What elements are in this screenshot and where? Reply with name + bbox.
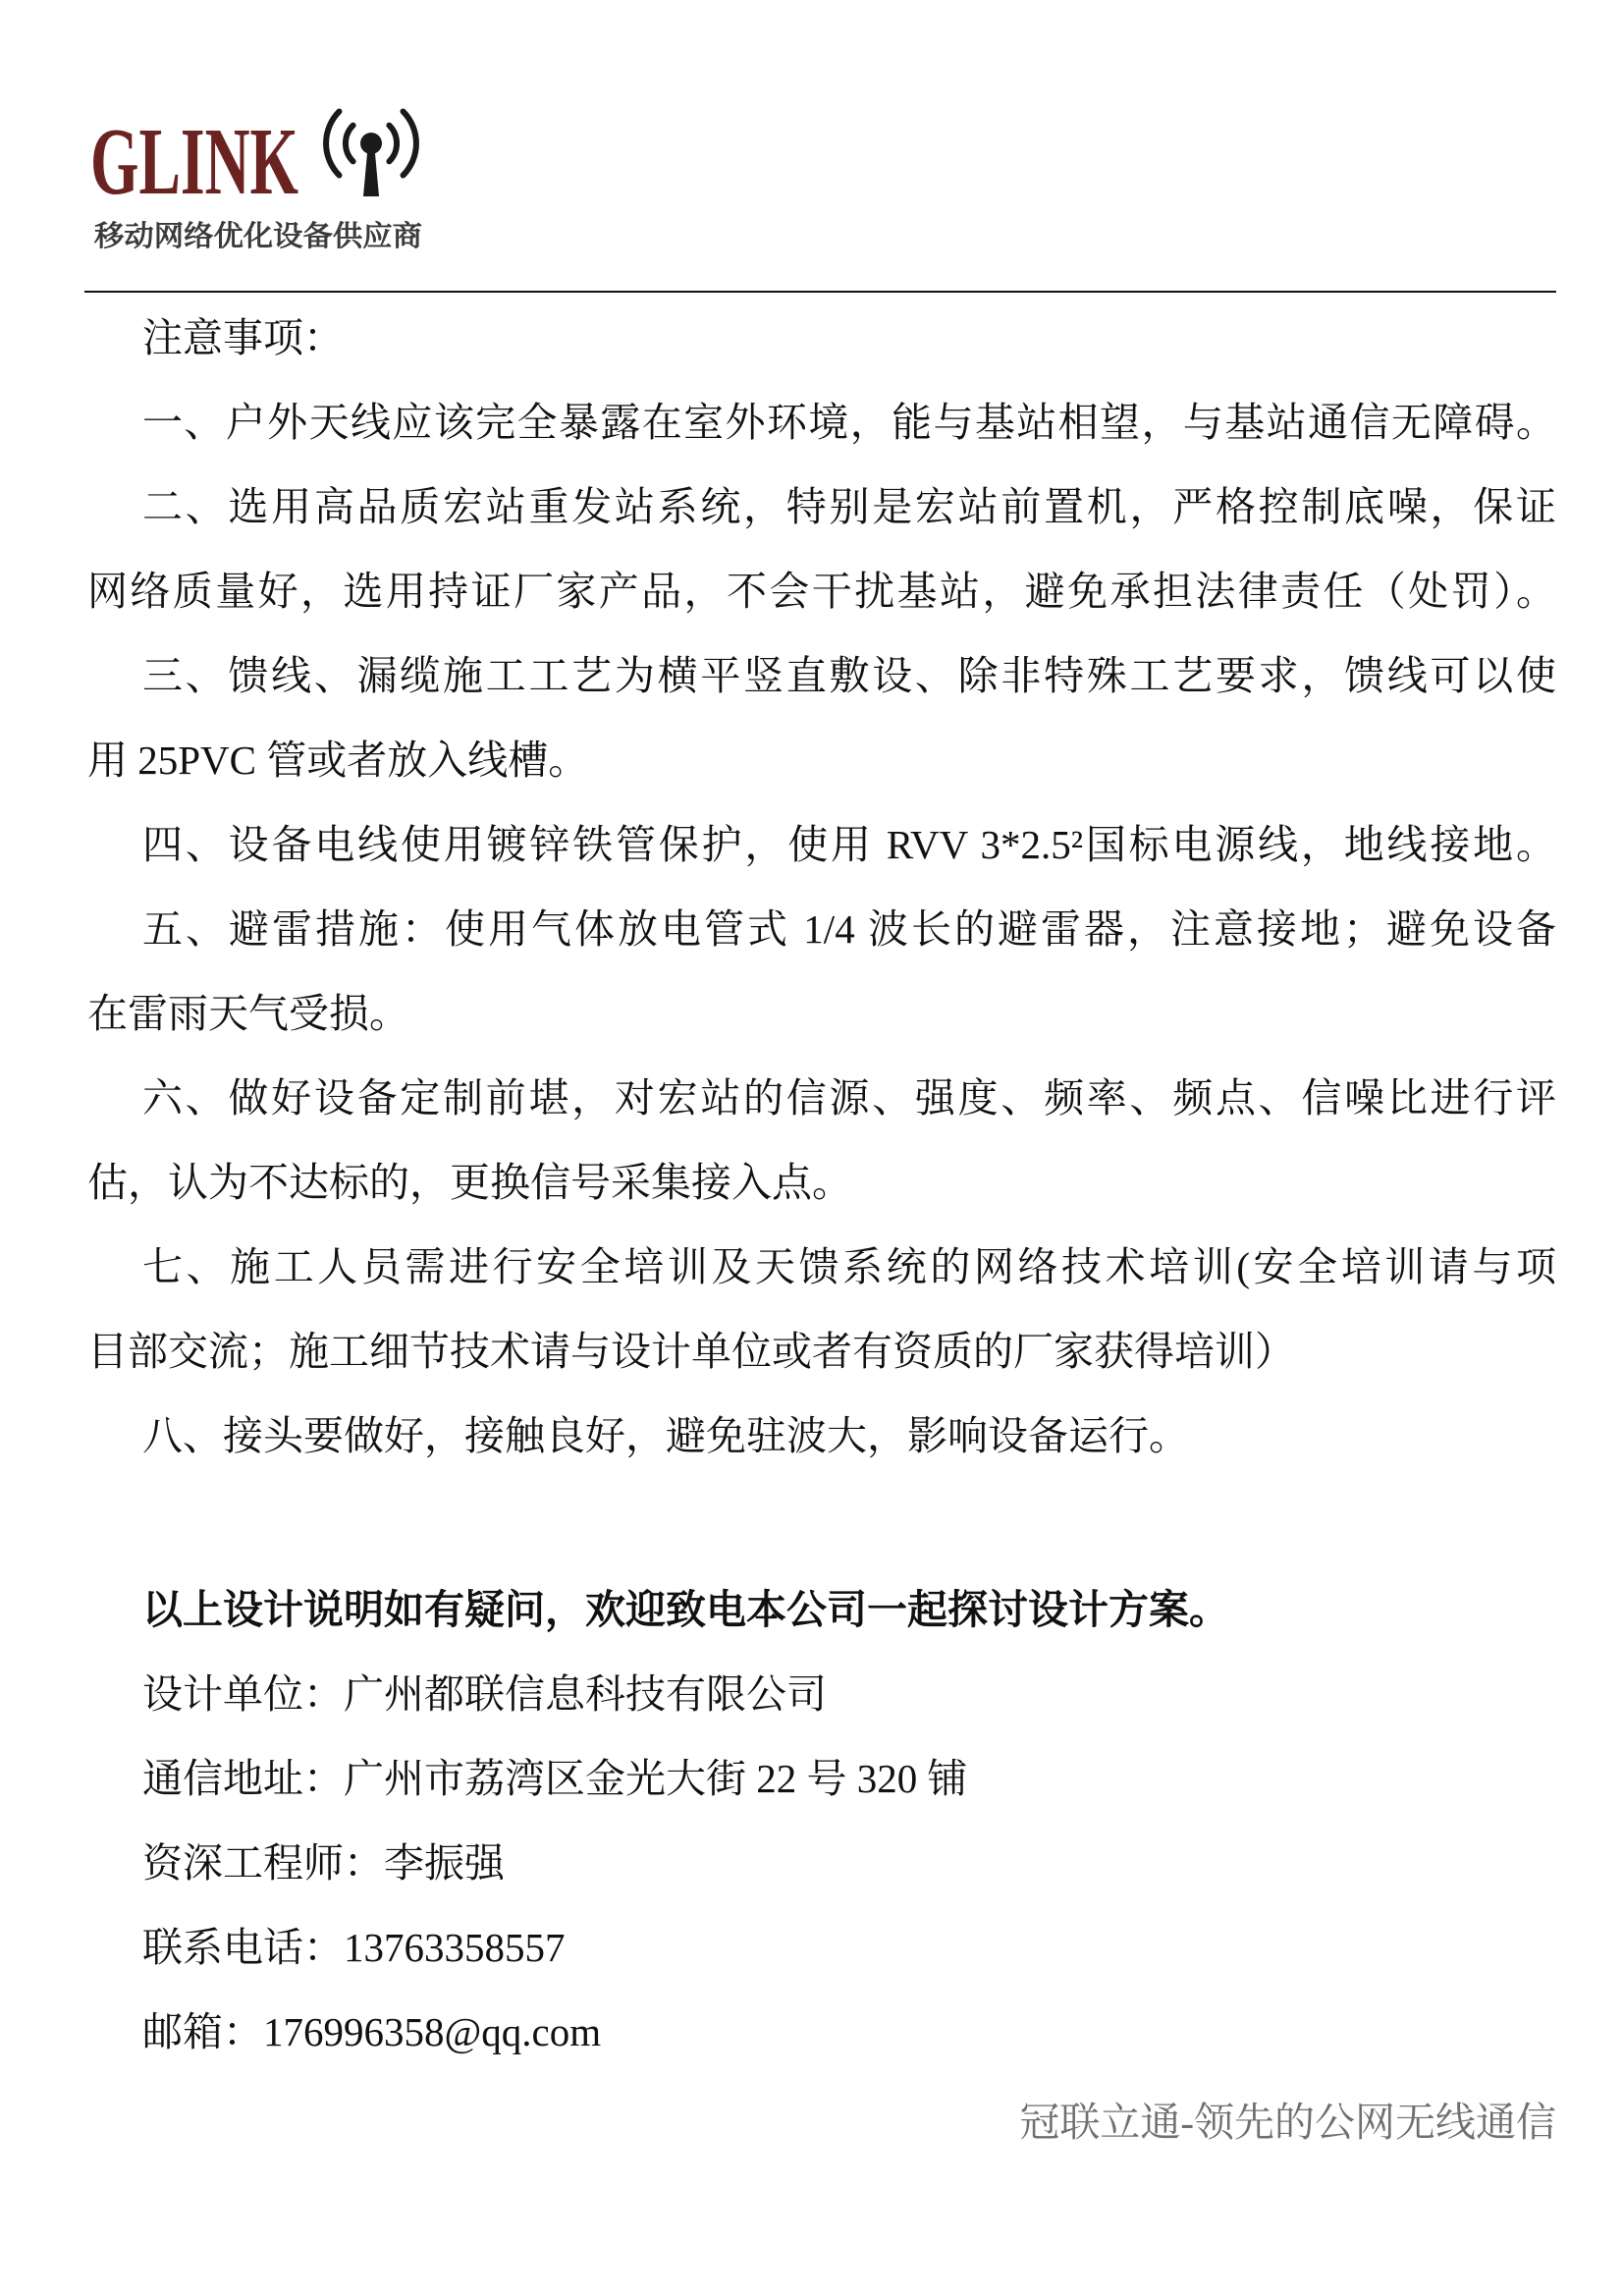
contact-label: 通信地址： — [142, 1756, 344, 1801]
note-item-7-line: 七、施工人员需进行安全培训及天馈系统的网络技术培训(安全培训请与项 — [142, 1244, 1556, 1289]
note-item-5-line: 五、避雷措施：使用气体放电管式 1/4 波长的避雷器，注意接地；避免设备 — [142, 906, 1556, 952]
antenna-signal-icon — [326, 112, 416, 197]
contact-section — [87, 1567, 1556, 2074]
contact-label: 资深工程师： — [142, 1840, 384, 1886]
note-item-6-line: 六、做好设备定制前堪，对宏站的信源、强度、频率、频点、信噪比进行评 — [142, 1075, 1556, 1121]
note-item-5-line: 在雷雨天气受损。 — [87, 991, 409, 1036]
note-item-4-line: 四、设备电线使用镀锌铁管保护，使用 RVV 3*2.5²国标电源线，地线接地。 — [142, 822, 1556, 867]
footer-slogan: 冠联立通-领先的公网无线通信 — [1019, 2100, 1556, 2145]
contact-label: 联系电话： — [142, 1925, 344, 1970]
contact-label: 邮箱： — [142, 2009, 263, 2054]
contact-intro: 以上设计说明如有疑问，欢迎致电本公司一起探讨设计方案。 — [142, 1587, 1229, 1632]
note-item-6-line: 估，认为不达标的，更换信号采集接入点。 — [87, 1160, 852, 1205]
contact-row-engineer — [87, 1821, 1556, 1905]
contact-row-email — [87, 1990, 1556, 2074]
contact-value: 广州市荔湾区金光大街 22 号 320 铺 — [344, 1756, 968, 1801]
note-item-8-line: 八、接头要做好，接触良好，避免驻波大，影响设备运行。 — [142, 1413, 1189, 1458]
note-item-1-line: 一、户外天线应该完全暴露在室外环境，能与基站相望，与基站通信无障碍。 — [142, 400, 1556, 445]
logo-wordmark: GLINK — [90, 109, 298, 215]
note-item-3-line: 三、馈线、漏缆施工工艺为横平竖直敷设、除非特殊工艺要求，馈线可以使 — [142, 653, 1556, 698]
contact-value: 广州都联信息科技有限公司 — [344, 1671, 827, 1717]
note-item-2-line: 网络质量好，选用持证厂家产品，不会干扰基站，避免承担法律责任（处罚）。 — [87, 569, 1556, 614]
note-item-2-line: 二、选用高品质宏站重发站系统，特别是宏站前置机，严格控制底噪，保证 — [142, 484, 1556, 529]
contact-row-company — [87, 1652, 1556, 1736]
contact-value: 176996358@qq.com — [263, 2009, 602, 2054]
contact-row-phone — [87, 1905, 1556, 1990]
logo-tagline: 移动网络优化设备供应商 — [92, 219, 422, 252]
notes-heading: 注意事项： — [142, 315, 344, 360]
contact-value: 13763358557 — [344, 1925, 566, 1970]
company-logo — [84, 108, 438, 265]
notes-section — [87, 296, 1556, 1478]
contact-row-address — [87, 1736, 1556, 1821]
header-divider — [84, 291, 1556, 293]
contact-label: 设计单位： — [142, 1671, 344, 1717]
note-item-7-line: 目部交流；施工细节技术请与设计单位或者有资质的厂家获得培训） — [87, 1329, 1295, 1374]
note-item-3-line: 用 25PVC 管或者放入线槽。 — [87, 738, 589, 783]
contact-value: 李振强 — [384, 1840, 505, 1886]
